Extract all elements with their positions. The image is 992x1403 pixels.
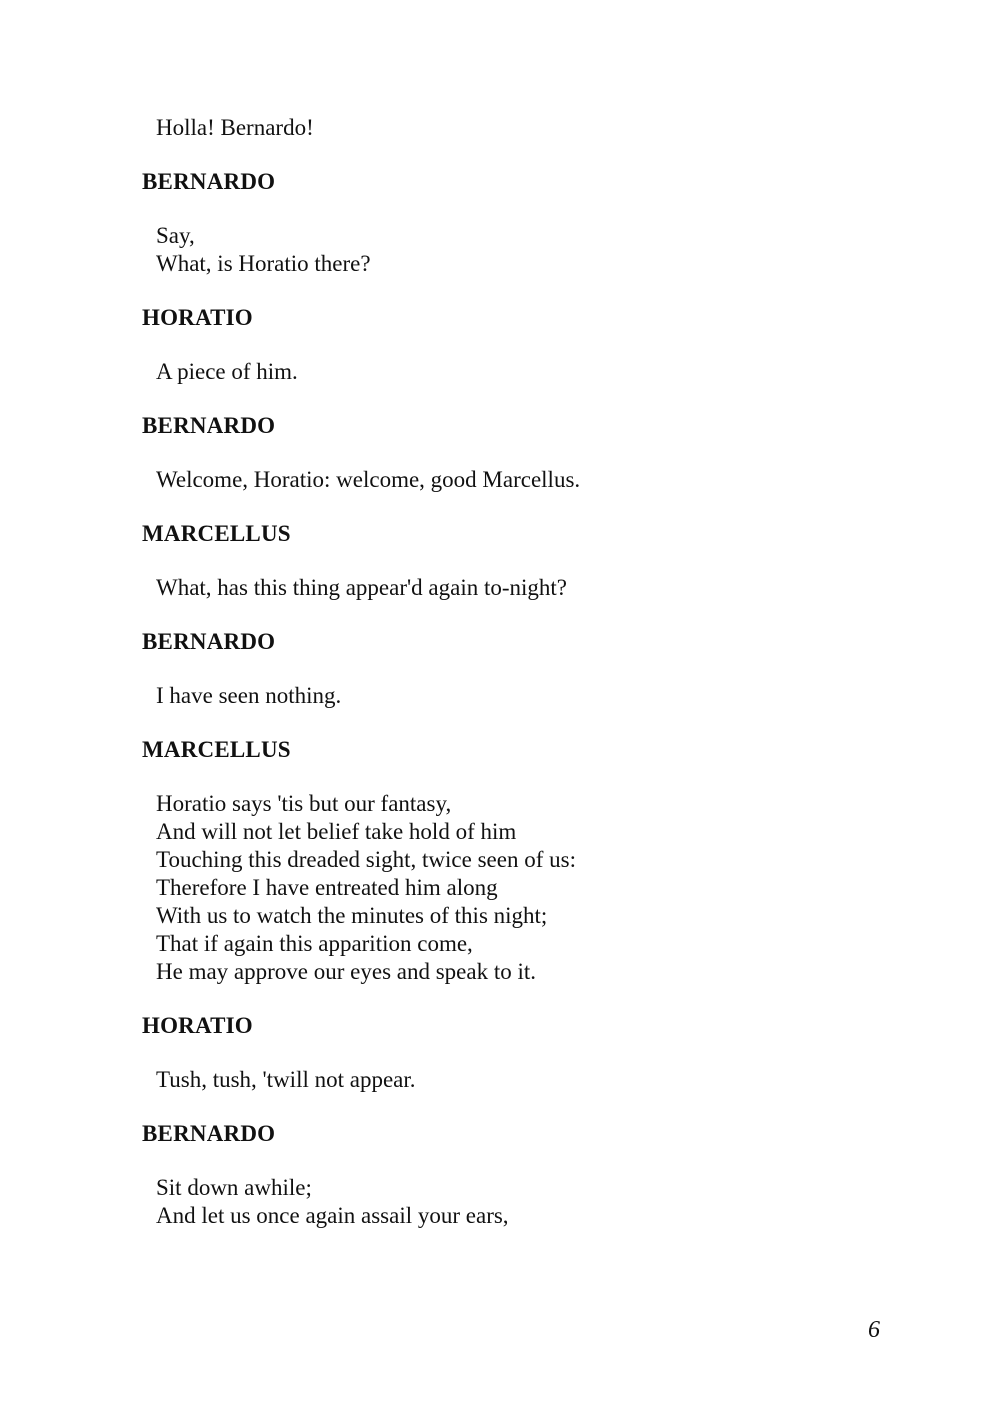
- speech-block: [156, 1174, 902, 1230]
- speech-line: That if again this apparition come,: [156, 931, 473, 956]
- speech-block: [156, 1066, 902, 1094]
- speech-line: I have seen nothing.: [156, 683, 342, 708]
- speaker-name: HORATIO: [142, 1013, 253, 1038]
- speech-line: And will not let belief take hold of him: [156, 819, 517, 844]
- speech-line: Therefore I have entreated him along: [156, 875, 498, 900]
- speech-block: [156, 358, 902, 386]
- speech-block: [156, 114, 902, 142]
- speech-line: Say,: [156, 223, 195, 248]
- speech-block: [156, 574, 902, 602]
- speaker-name: BERNARDO: [142, 1121, 276, 1146]
- speech-line: And let us once again assail your ears,: [156, 1203, 509, 1228]
- speaker-name: BERNARDO: [142, 413, 276, 438]
- speech-line: Sit down awhile;: [156, 1175, 312, 1200]
- speech-line: With us to watch the minutes of this night;: [156, 903, 548, 928]
- speech-line: What, is Horatio there?: [156, 251, 371, 276]
- speaker-name: MARCELLUS: [142, 521, 291, 546]
- speech-line: Welcome, Horatio: welcome, good Marcellus.: [156, 467, 581, 492]
- speech-line: Touching this dreaded sight, twice seen of us:: [156, 847, 576, 872]
- speech-line: Horatio says 'tis but our fantasy,: [156, 791, 452, 816]
- speech-line: What, has this thing appear'd again to-night?: [156, 575, 568, 600]
- speech-block: [156, 790, 902, 986]
- speech-line: Tush, tush, 'twill not appear.: [156, 1067, 416, 1092]
- speaker-name: BERNARDO: [142, 629, 276, 654]
- speech-block: [156, 222, 902, 278]
- play-text: [142, 114, 902, 1256]
- speech-line: He may approve our eyes and speak to it.: [156, 959, 537, 984]
- speech-line: Holla! Bernardo!: [156, 115, 314, 140]
- speaker-name: BERNARDO: [142, 169, 276, 194]
- speech-block: [156, 466, 902, 494]
- speech-block: [156, 682, 902, 710]
- page-number: 6: [868, 1317, 880, 1343]
- speaker-name: HORATIO: [142, 305, 253, 330]
- speech-line: A piece of him.: [156, 359, 298, 384]
- speaker-name: MARCELLUS: [142, 737, 291, 762]
